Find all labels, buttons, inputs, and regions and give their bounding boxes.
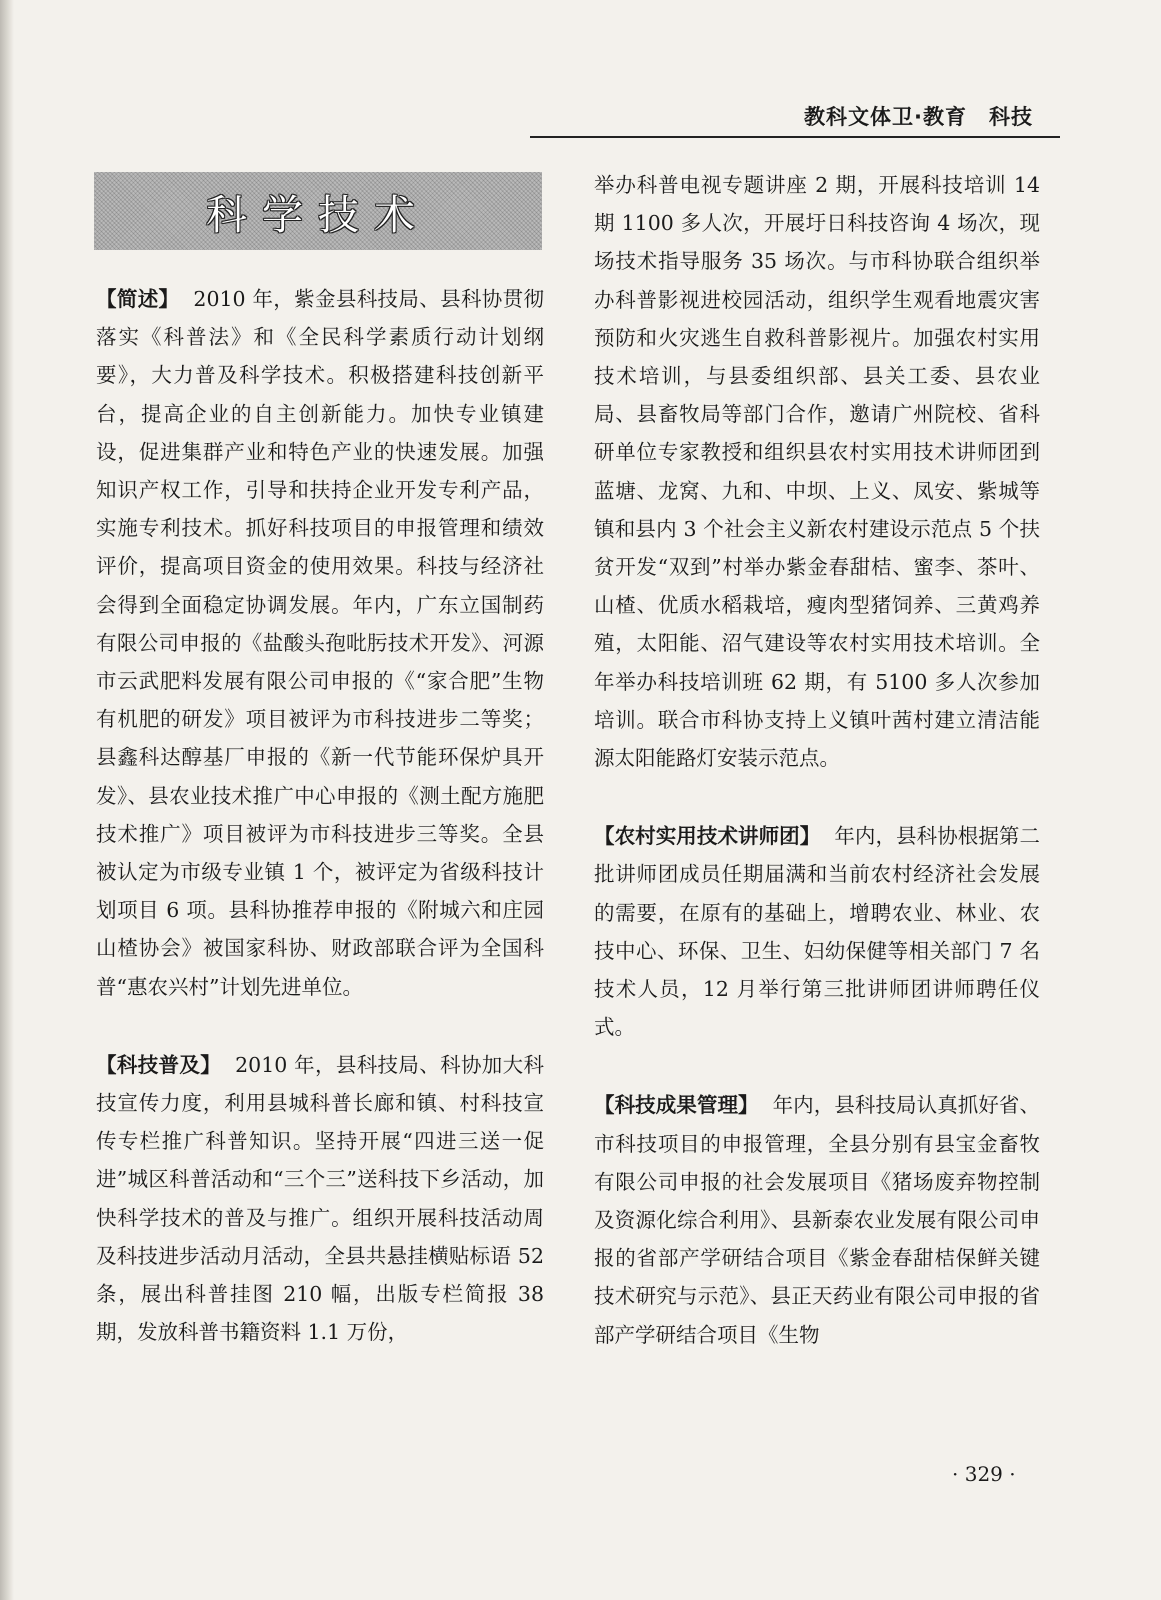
paragraph-achievement-management <box>594 1086 1040 1353</box>
page-left-edge <box>0 0 14 1600</box>
paragraph-heading: 【简述】 <box>96 287 180 311</box>
page-number: · 329 · <box>952 1462 1016 1486</box>
paragraph-continued <box>594 166 1040 777</box>
section-banner <box>94 172 542 250</box>
right-column <box>594 166 1040 1354</box>
paragraph-text: 2010 年，紫金县科技局、县科协贯彻落实《科普法》和《全民科学素质行动计划纲要》，大力普及科学技术。积极搭建科技创新平台，提高企业的自主创新能力。加快专业镇建设，促进集群产业和特色产业的快速发展。加强知识产权工作，引导和扶持企业开发专利产品，实施专利技术。抓好科技项目的申报管理和绩效评价，提高项目资金的使用效果。科技与经济社会得到全面稳定协调发展。年内，广东立国制药有限公司申报的《盐酸头孢吡肟技术开发》、河源市云武肥料发展有限公司申报的《“家合肥”生物有机肥的研发》项目被评为市科技进步二等奖；县鑫科达醇基厂申报的《新一代节能环保炉具开发》、县农业技术推广中心申报的《测土配方施肥技术推广》项目被评为市科技进步三等奖。全县被认定为市级专业镇 1 个，被评定为省级科技计划项目 6 项。县科协推荐申报的《附城六和庄园山楂协会》被国家科协、财政部联合评为全国科普“惠农兴村”计划先进单位。 <box>96 287 545 999</box>
left-column <box>96 280 544 1351</box>
paragraph-text: 举办科普电视专题讲座 2 期，开展科技培训 14 期 1100 多人次，开展圩日科技咨询 4 场次，现场技术指导服务 35 场次。与市科协联合组织举办科普影视进校园活动，组织学生观看地震灾害预防和火灾逃生自救科普影视片。加强农村实用技术培训，与县委组织部、县关工委、县农业局、县畜牧局等部门合作，邀请广州院校、省科研单位专家教授和组织县农村实用技术讲师团到蓝塘、龙窝、九和、中坝、上义、凤安、紫城等镇和县内 3 个社会主义新农村建设示范点 5 个扶贫开发“双到”村举办紫金春甜桔、蜜李、茶叶、山楂、优质水稻栽培，瘦肉型猪饲养、三黄鸡养殖，太阳能、沼气建设等农村实用技术培训。全年举办科技培训班 62 期，有 5100 多人次参加培训。联合市科协支持上义镇叶茜村建立清洁能源太阳能路灯安装示范点。 <box>594 173 1040 771</box>
paragraph-text: 2010 年，县科技局、科协加大科技宣传力度，利用县城科普长廊和镇、村科技宣传专栏推广科普知识。坚持开展“四进三送一促进”城区科普活动和“三个三”送科技下乡活动，加快科学技术的普及与推广。组织开展科技活动周及科技进步活动月活动，全县共悬挂横贴标语 52 条，展出科普挂图 210 幅，出版专栏简报 38 期，发放科普书籍资料 1.1 万份， <box>96 1052 545 1345</box>
paragraph-overview <box>96 280 544 1006</box>
paragraph-heading: 【农村实用技术讲师团】 <box>594 824 821 849</box>
paragraph-science-popularization <box>96 1046 544 1352</box>
paragraph-text: 年内，县科技局认真抓好省、市科技项目的申报管理，全县分别有县宝金畜牧有限公司申报的社会发展项目《猪场废弃物控制及资源化综合利用》、县新泰农业发展有限公司申报的省部产学研结合项目《紫金春甜桔保鲜关键技术研究与示范》、县正天药业有限公司申报的省部产学研结合项目《生物 <box>594 1093 1041 1347</box>
paragraph-text: 年内，县科协根据第二批讲师团成员任期届满和当前农村经济社会发展的需要，在原有的基础上，增聘农业、林业、农技中心、环保、卫生、妇幼保健等相关部门 7 名技术人员，12 月举行第三批讲师团讲师聘任仪式。 <box>594 824 1041 1040</box>
header-rule <box>530 136 1060 138</box>
paragraph-lecturer-group <box>594 817 1040 1046</box>
running-header: 教科文体卫·教育 科技 <box>804 105 1033 129</box>
section-title: 科学技术 <box>206 190 430 239</box>
paragraph-heading: 【科技普及】 <box>96 1052 222 1077</box>
paragraph-heading: 【科技成果管理】 <box>594 1093 759 1118</box>
